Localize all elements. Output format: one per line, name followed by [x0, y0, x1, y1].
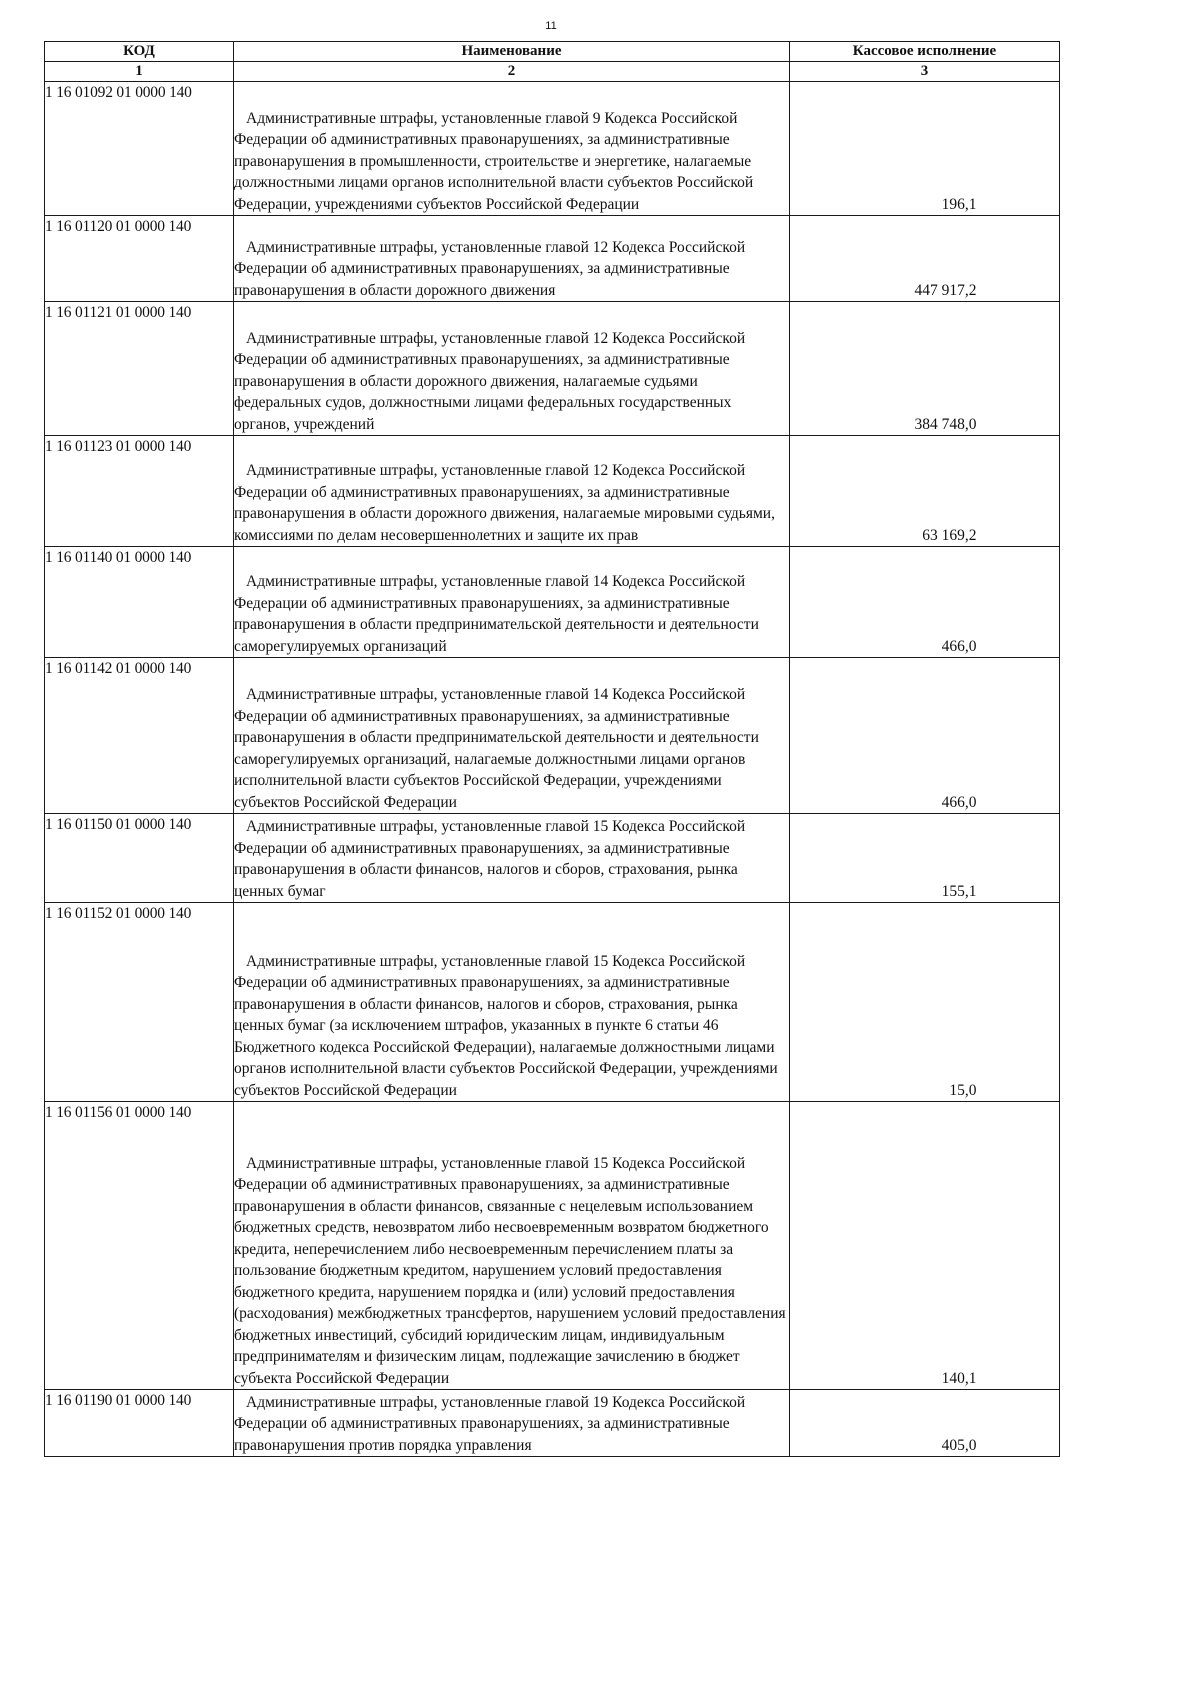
row-amount-value: 63 169,2: [922, 526, 977, 544]
row-code: 1 16 01150 01 0000 140: [45, 814, 234, 903]
row-amount-value: 384 748,0: [914, 415, 977, 433]
row-name: [234, 658, 790, 814]
table-row: [45, 216, 1060, 302]
row-name-text: Административные штрафы, установленные главой 12 Кодекса Российской Федерации об административных правонарушениях, за административные правонарушения в области дорожного движения, налагаемые мировыми судьями, комиссиями по делам несовершеннолетних и защите их прав: [234, 462, 775, 544]
row-code: 1 16 01120 01 0000 140: [45, 216, 234, 302]
table-row: [45, 436, 1060, 547]
column-number-row: [45, 62, 1060, 82]
row-amount-value: 405,0: [941, 1436, 977, 1454]
table-row: [45, 82, 1060, 216]
page-number: 11: [545, 20, 557, 32]
row-amount: [790, 302, 1060, 436]
header-code: КОД: [45, 42, 234, 62]
row-name-text: Административные штрафы, установленные главой 9 Кодекса Российской Федерации об административных правонарушениях, за административные правонарушения в промышленности, строительстве и энергетике, налагаемые должностными лицами органов исполнительной власти субъектов Российской Федерации, учреждениями субъектов Российской Федерации: [234, 109, 754, 213]
row-code: 1 16 01190 01 0000 140: [45, 1390, 234, 1457]
row-name-text: Административные штрафы, установленные главой 14 Кодекса Российской Федерации об административных правонарушениях, за административные правонарушения в области предпринимательской деятельности и деятельности саморегулируемых организаций, налагаемые должностными лицами органов исполнительной власти субъектов Российской Федерации, учреждениями субъектов Российской Федерации: [234, 686, 759, 811]
execution-table: [44, 41, 1060, 1457]
row-name: [234, 1102, 790, 1390]
row-name: [234, 903, 790, 1102]
row-name-text: Административные штрафы, установленные главой 15 Кодекса Российской Федерации об административных правонарушениях, за административные правонарушения в области финансов, налогов и сборов, страхования, рынка ценных бумаг (за исключением штрафов, указанных в пункте 6 статьи 46 Бюджетного кодекса Российской Федерации), налагаемые должностными лицами органов исполнительной власти субъектов Российской Федерации, учреждениями субъектов Российской Федерации: [234, 952, 778, 1099]
row-name: [234, 82, 790, 216]
column-number-3: 3: [790, 62, 1060, 82]
column-number-2: 2: [234, 62, 790, 82]
row-amount: [790, 436, 1060, 547]
row-amount: [790, 1390, 1060, 1457]
row-name: [234, 302, 790, 436]
row-amount: [790, 658, 1060, 814]
row-code: 1 16 01092 01 0000 140: [45, 82, 234, 216]
row-code: 1 16 01123 01 0000 140: [45, 436, 234, 547]
row-amount-value: 196,1: [941, 195, 977, 213]
table-row: [45, 903, 1060, 1102]
row-amount: [790, 547, 1060, 658]
row-amount-value: 15,0: [949, 1081, 977, 1099]
row-amount: [790, 82, 1060, 216]
table-header-row: [45, 42, 1060, 62]
row-name: [234, 216, 790, 302]
row-name-text: Административные штрафы, установленные главой 19 Кодекса Российской Федерации об административных правонарушениях, за административные правонарушения против порядка управления: [234, 1393, 746, 1454]
table-row: [45, 814, 1060, 903]
row-amount-value: 466,0: [941, 793, 977, 811]
row-code: 1 16 01140 01 0000 140: [45, 547, 234, 658]
row-amount: [790, 1102, 1060, 1390]
table-row: [45, 1390, 1060, 1457]
row-code: 1 16 01152 01 0000 140: [45, 903, 234, 1102]
row-amount: [790, 814, 1060, 903]
row-name-text: Административные штрафы, установленные главой 12 Кодекса Российской Федерации об административных правонарушениях, за административные правонарушения в области дорожного движения: [234, 238, 746, 299]
row-amount-value: 447 917,2: [914, 281, 977, 299]
table-row: [45, 658, 1060, 814]
row-amount-value: 466,0: [941, 637, 977, 655]
header-name: Наименование: [234, 42, 790, 62]
row-amount: [790, 216, 1060, 302]
row-amount-value: 155,1: [941, 882, 977, 900]
row-amount-value: 140,1: [941, 1369, 977, 1387]
table-row: [45, 547, 1060, 658]
header-amount: Кассовое исполнение: [790, 42, 1060, 62]
row-name-text: Административные штрафы, установленные главой 12 Кодекса Российской Федерации об административных правонарушениях, за административные правонарушения в области дорожного движения, налагаемые судьями федеральных судов, должностными лицами федеральных государственных органов, учреждений: [234, 329, 746, 433]
column-number-1: 1: [45, 62, 234, 82]
row-name: [234, 547, 790, 658]
row-name: [234, 814, 790, 903]
row-code: 1 16 01121 01 0000 140: [45, 302, 234, 436]
row-code: 1 16 01142 01 0000 140: [45, 658, 234, 814]
row-code: 1 16 01156 01 0000 140: [45, 1102, 234, 1390]
row-name-text: Административные штрафы, установленные главой 14 Кодекса Российской Федерации об административных правонарушениях, за административные правонарушения в области предпринимательской деятельности и деятельности саморегулируемых организаций: [234, 573, 759, 655]
row-name: [234, 1390, 790, 1457]
row-amount: [790, 903, 1060, 1102]
row-name-text: Административные штрафы, установленные главой 15 Кодекса Российской Федерации об административных правонарушениях, за административные правонарушения в области финансов, налогов и сборов, страхования, рынка ценных бумаг: [234, 818, 746, 900]
table-row: [45, 1102, 1060, 1390]
table-row: [45, 302, 1060, 436]
row-name-text: Административные штрафы, установленные главой 15 Кодекса Российской Федерации об административных правонарушениях, за административные правонарушения в области финансов, связанные с нецелевым использованием бюджетных средств, невозвратом либо несвоевременным возвратом бюджетного кредита, неперечислением либо несвоевременным перечислением платы за пользование бюджетным кредитом, нарушением условий предоставления бюджетного кредита, нарушением порядка и (или) условий предоставления (расходования) межбюджетных трансфертов, нарушением условий предоставления бюджетных инвестиций, субсидий юридическим лицам, индивидуальным предпринимателям и физическим лицам, подлежащие зачислению в бюджет субъекта Российской Федерации: [234, 1154, 786, 1387]
row-name: [234, 436, 790, 547]
